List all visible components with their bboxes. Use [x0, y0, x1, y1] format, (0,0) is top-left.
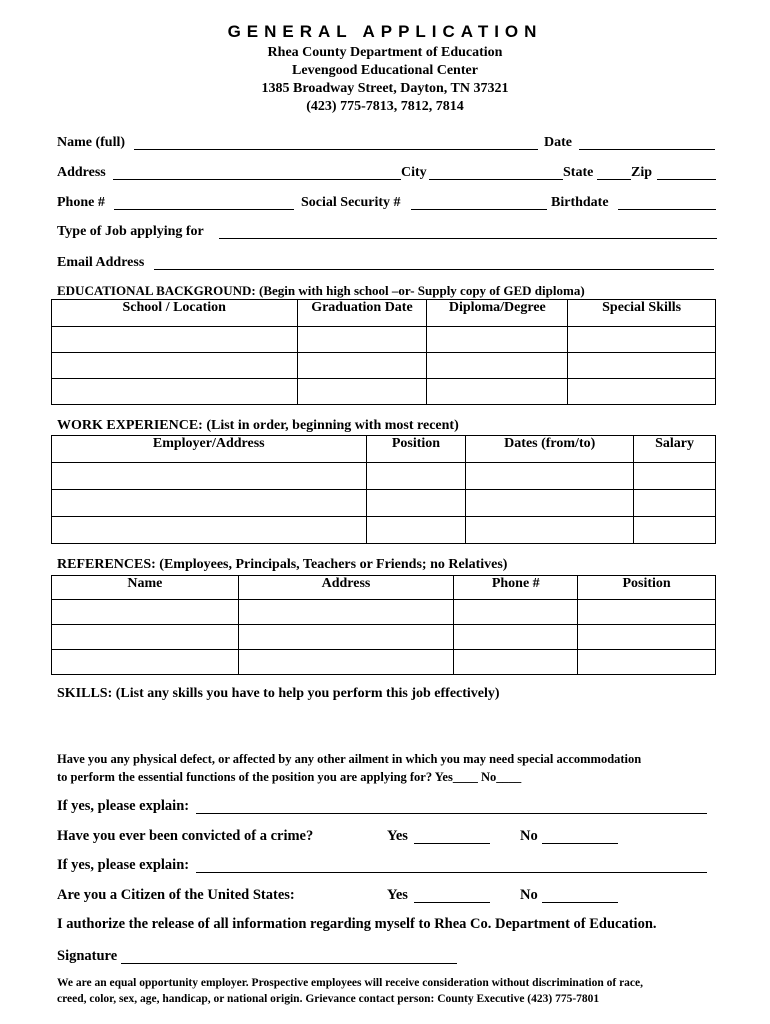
crime-no-field[interactable] [542, 843, 618, 844]
table-row [52, 600, 716, 625]
table-cell[interactable] [427, 327, 568, 353]
explain2-field[interactable] [196, 872, 707, 873]
defect-question-line1: Have you any physical defect, or affected by any other ailment in which you may need special accommodation [57, 752, 642, 766]
name-field[interactable] [134, 149, 538, 150]
table-cell[interactable] [366, 463, 466, 490]
crime-yes-label: Yes [387, 828, 408, 844]
education-col-diploma: Diploma/Degree [427, 300, 568, 327]
references-col-name: Name [52, 576, 239, 600]
citizen-no-field[interactable] [542, 902, 618, 903]
work-col-employer: Employer/Address [52, 436, 367, 463]
table-cell[interactable] [427, 353, 568, 379]
table-cell[interactable] [52, 517, 367, 544]
table-cell[interactable] [568, 379, 716, 405]
explain1-label: If yes, please explain: [57, 798, 190, 814]
citizen-no-label: No [520, 887, 538, 903]
table-cell[interactable] [297, 327, 427, 353]
citizen-yes-label: Yes [387, 887, 408, 903]
citizen-question: Are you a Citizen of the United States: [57, 887, 295, 903]
table-cell[interactable] [238, 650, 454, 675]
education-header-row [52, 300, 716, 327]
table-row [52, 625, 716, 650]
table-cell[interactable] [634, 490, 716, 517]
authorization-statement: I authorize the release of all information regarding myself to Rhea Co. Department of Education. [57, 916, 657, 932]
name-label: Name (full) [57, 135, 126, 150]
table-cell[interactable] [52, 353, 298, 379]
job-label: Type of Job applying for [57, 224, 204, 239]
ssn-label: Social Security # [301, 195, 401, 210]
education-table [51, 299, 716, 405]
signature-field[interactable] [121, 963, 457, 964]
birthdate-label: Birthdate [551, 195, 609, 210]
table-row [52, 650, 716, 675]
table-cell[interactable] [578, 600, 716, 625]
crime-question: Have you ever been convicted of a crime? [57, 828, 314, 844]
skills-area[interactable] [57, 706, 717, 746]
crime-yes-field[interactable] [414, 843, 490, 844]
table-cell[interactable] [454, 600, 578, 625]
table-cell[interactable] [52, 327, 298, 353]
references-col-phone: Phone # [454, 576, 578, 600]
org-name: Rhea County Department of Education [267, 45, 503, 60]
table-cell[interactable] [52, 625, 239, 650]
work-col-salary: Salary [634, 436, 716, 463]
education-col-skills: Special Skills [568, 300, 716, 327]
zip-field[interactable] [657, 179, 716, 180]
table-row [52, 517, 716, 544]
table-row [52, 353, 716, 379]
table-cell[interactable] [466, 517, 634, 544]
references-table [51, 575, 716, 675]
zip-label: Zip [631, 165, 653, 180]
phone-label: Phone # [57, 195, 105, 210]
state-field[interactable] [597, 179, 631, 180]
signature-label: Signature [57, 948, 118, 964]
table-cell[interactable] [238, 625, 454, 650]
table-cell[interactable] [52, 379, 298, 405]
table-cell[interactable] [366, 490, 466, 517]
work-heading: WORK EXPERIENCE: (List in order, beginning with most recent) [57, 418, 459, 433]
city-label: City [401, 165, 427, 180]
table-row [52, 490, 716, 517]
table-cell[interactable] [297, 353, 427, 379]
table-row [52, 327, 716, 353]
job-field[interactable] [219, 238, 717, 239]
table-row [52, 379, 716, 405]
table-cell[interactable] [52, 490, 367, 517]
table-cell[interactable] [634, 463, 716, 490]
education-col-school: School / Location [52, 300, 298, 327]
work-col-dates: Dates (from/to) [466, 436, 634, 463]
date-label: Date [544, 135, 572, 150]
city-field[interactable] [429, 179, 563, 180]
references-header-row [52, 576, 716, 600]
ssn-field[interactable] [411, 209, 547, 210]
footer-line1: We are an equal opportunity employer. Prospective employees will receive consideration without discrimination of race, [57, 977, 644, 989]
table-cell[interactable] [466, 490, 634, 517]
address-field[interactable] [113, 179, 401, 180]
table-row [52, 463, 716, 490]
table-cell[interactable] [568, 353, 716, 379]
table-cell[interactable] [52, 463, 367, 490]
explain2-label: If yes, please explain: [57, 857, 190, 873]
table-cell[interactable] [578, 650, 716, 675]
references-col-position: Position [578, 576, 716, 600]
table-cell[interactable] [427, 379, 568, 405]
skills-heading: SKILLS: (List any skills you have to help you perform this job effectively) [57, 686, 500, 701]
date-field[interactable] [579, 149, 715, 150]
explain1-field[interactable] [196, 813, 707, 814]
center-name: Levengood Educational Center [292, 63, 478, 78]
table-cell[interactable] [466, 463, 634, 490]
email-label: Email Address [57, 255, 145, 270]
defect-question-line2: to perform the essential functions of the position you are applying for? Yes____ No____ [57, 770, 522, 784]
state-label: State [563, 165, 594, 180]
table-cell[interactable] [238, 600, 454, 625]
form-title: GENERAL APPLICATION [227, 22, 543, 41]
phone-field[interactable] [114, 209, 294, 210]
education-heading: EDUCATIONAL BACKGROUND: (Begin with high school –or- Supply copy of GED diploma) [57, 283, 585, 298]
table-cell[interactable] [634, 517, 716, 544]
references-col-address: Address [238, 576, 454, 600]
table-cell[interactable] [366, 517, 466, 544]
org-phone: (423) 775-7813, 7812, 7814 [306, 99, 464, 114]
references-heading: REFERENCES: (Employees, Principals, Teachers or Friends; no Relatives) [57, 557, 508, 572]
birthdate-field[interactable] [618, 209, 716, 210]
work-header-row [52, 436, 716, 463]
table-cell[interactable] [578, 625, 716, 650]
table-cell[interactable] [568, 327, 716, 353]
footer-line2: creed, color, sex, age, handicap, or national origin. Grievance contact person: County Executive (423) 775-7801 [57, 993, 600, 1005]
citizen-yes-field[interactable] [414, 902, 490, 903]
education-col-graduation: Graduation Date [297, 300, 427, 327]
work-table [51, 435, 716, 544]
email-field[interactable] [154, 269, 714, 270]
table-cell[interactable] [454, 625, 578, 650]
work-col-position: Position [366, 436, 466, 463]
address-label: Address [57, 165, 106, 180]
crime-no-label: No [520, 828, 538, 844]
table-cell[interactable] [454, 650, 578, 675]
table-cell[interactable] [52, 650, 239, 675]
table-cell[interactable] [297, 379, 427, 405]
org-address: 1385 Broadway Street, Dayton, TN 37321 [261, 81, 509, 96]
table-cell[interactable] [52, 600, 239, 625]
